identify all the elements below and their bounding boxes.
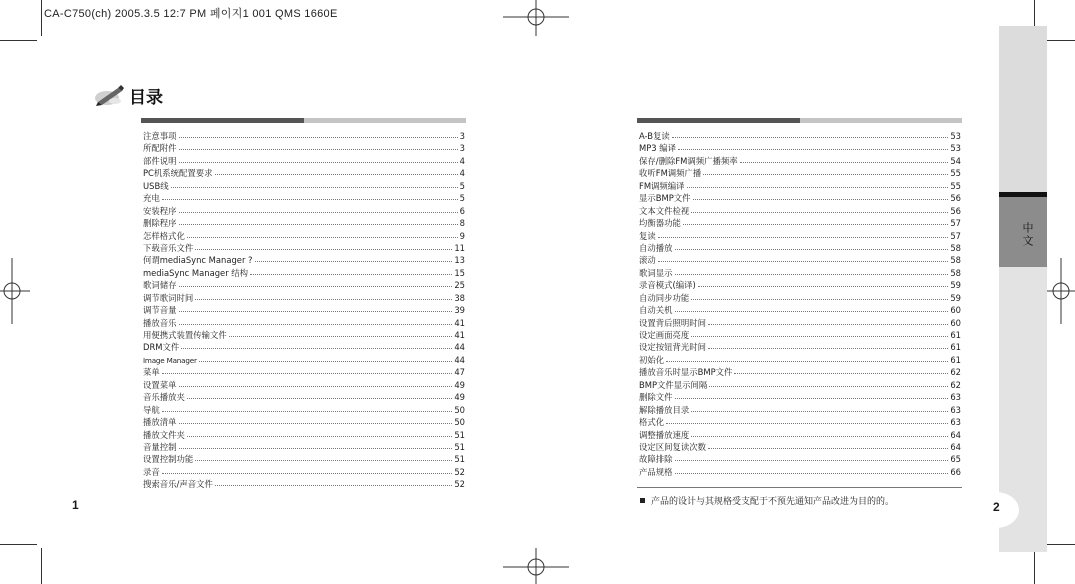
toc-entry[interactable] <box>639 317 961 329</box>
toc-entry[interactable] <box>639 267 961 279</box>
toc-entry-page: 54 <box>950 155 961 166</box>
toc-entry-page: 6 <box>459 205 465 216</box>
toc-leader-dots <box>687 180 949 188</box>
note-divider <box>637 487 962 488</box>
print-header: CA-C750(ch) 2005.3.5 12:7 PM 페이지1 001 QMS 1660E <box>44 8 338 20</box>
toc-entry[interactable] <box>143 404 465 416</box>
toc-leader-dots <box>179 441 453 449</box>
toc-entry-page: 44 <box>454 354 465 365</box>
toc-entry-label: 自动同步功能 <box>639 292 690 303</box>
toc-entry-page: 62 <box>950 379 961 390</box>
toc-entry[interactable] <box>639 242 961 254</box>
toc-leader-dots <box>195 242 452 250</box>
toc-leader-dots <box>658 230 949 238</box>
toc-entry-page: 65 <box>950 454 961 465</box>
toc-leader-dots <box>162 404 453 412</box>
toc-leader-dots <box>179 317 453 325</box>
toc-entry[interactable] <box>143 167 465 179</box>
toc-leader-dots <box>187 391 452 399</box>
toc-entry[interactable] <box>143 391 465 403</box>
toc-entry-label: 收听FM调频广播 <box>639 168 702 179</box>
toc-leader-dots <box>708 441 948 449</box>
toc-entry-label: 搜索音乐/声音文件 <box>143 479 213 490</box>
toc-entry[interactable] <box>143 354 465 366</box>
toc-leader-dots <box>734 366 948 374</box>
toc-leader-dots <box>666 416 948 424</box>
toc-entry[interactable] <box>143 242 465 254</box>
toc-leader-dots <box>179 155 458 163</box>
registration-mark-top <box>503 0 569 36</box>
toc-entry[interactable] <box>639 142 961 154</box>
toc-entry-page: 56 <box>950 193 961 204</box>
toc-entry[interactable] <box>143 142 465 154</box>
toc-entry-label: 调节歌词时间 <box>143 292 194 303</box>
toc-entry-label: 显示BMP文件 <box>639 193 691 204</box>
toc-entry-label: 安装程序 <box>143 205 177 216</box>
toc-entry-label: 设定画面亮度 <box>639 330 690 340</box>
toc-leader-dots <box>708 341 948 349</box>
toc-leader-dots <box>179 379 453 387</box>
toc-entry[interactable] <box>143 230 465 242</box>
toc-entry-page: 4 <box>459 155 465 166</box>
toc-entry-label: 设置菜单 <box>143 379 177 390</box>
toc-entry-page: 15 <box>454 267 465 278</box>
toc-leader-dots <box>678 142 948 150</box>
footnote <box>640 494 894 507</box>
toc-entry-page: 53 <box>950 131 961 141</box>
crop-mark <box>0 544 37 545</box>
toc-entry-page: 13 <box>454 255 465 266</box>
toc-entry-page: 51 <box>454 429 465 440</box>
toc-entry[interactable] <box>143 429 465 441</box>
toc-leader-dots <box>691 329 948 337</box>
toc-leader-dots <box>691 404 948 412</box>
toc-entry[interactable] <box>639 180 961 192</box>
toc-entry[interactable] <box>639 329 961 341</box>
page-number-left: 1 <box>72 498 79 512</box>
toc-entry-page: 25 <box>454 280 465 291</box>
toc-entry-label: 下载音乐文件 <box>143 242 194 253</box>
crop-mark <box>41 548 42 584</box>
toc-entry-label: 录音 <box>143 466 160 477</box>
toc-entry[interactable] <box>143 180 465 192</box>
toc-entry-label: 调节音量 <box>143 305 177 316</box>
toc-entry[interactable] <box>143 366 465 378</box>
toc-entry[interactable] <box>639 416 961 428</box>
toc-entry-label: 用便携式装置传输文件 <box>143 330 227 340</box>
toc-entry[interactable] <box>639 230 961 242</box>
toc-leader-dots <box>171 180 458 188</box>
toc-entry-label: 设置背后照明时间 <box>639 317 706 328</box>
toc-entry[interactable] <box>143 329 465 341</box>
toc-leader-dots <box>199 354 453 362</box>
toc-entry-page: 51 <box>454 454 465 465</box>
toc-leader-dots <box>179 205 458 213</box>
toc-entry-label: DRM文件 <box>143 342 180 353</box>
toc-entry-label: 音乐播放夹 <box>143 392 185 403</box>
toc-leader-dots <box>675 391 949 399</box>
toc-entry[interactable] <box>639 366 961 378</box>
toc-entry-page: 41 <box>454 317 465 328</box>
toc-leader-dots <box>215 167 458 175</box>
toc-entry[interactable] <box>143 441 465 453</box>
toc-leader-dots <box>229 329 453 337</box>
toc-entry-page: 3 <box>459 143 465 154</box>
toc-leader-dots <box>195 453 452 461</box>
toc-leader-dots <box>672 130 949 138</box>
toc-entry-label: 部件说明 <box>143 155 177 166</box>
toc-entry[interactable] <box>143 304 465 316</box>
toc-entry-label: FM调频编译 <box>639 180 685 191</box>
bullet-square-icon <box>640 498 645 503</box>
toc-entry-label: 保存/删除FM调频广播频率 <box>639 155 738 166</box>
toc-entry-page: 9 <box>459 230 465 241</box>
toc-entry-page: 38 <box>454 292 465 303</box>
toc-entry-label: 自动关机 <box>639 305 673 316</box>
toc-entry-label: 删除文件 <box>639 392 673 403</box>
toc-entry[interactable] <box>143 317 465 329</box>
toc-entry-page: 41 <box>454 330 465 340</box>
toc-entry[interactable] <box>143 379 465 391</box>
toc-entry[interactable] <box>143 466 465 478</box>
registration-mark-left <box>0 258 30 324</box>
toc-entry[interactable] <box>143 205 465 217</box>
toc-entry-label: 播放音乐时显示BMP文件 <box>639 367 733 378</box>
toc-entry[interactable] <box>143 453 465 465</box>
toc-leader-dots <box>195 292 452 300</box>
toc-entry-page: 56 <box>950 205 961 216</box>
toc-entry-page: 61 <box>950 330 961 340</box>
toc-entry-page: 62 <box>950 367 961 378</box>
toc-entry-label: 设定区间复读次数 <box>639 441 706 452</box>
toc-entry-label: 设定按钮背光时间 <box>639 342 706 353</box>
toc-entry-page: 39 <box>454 305 465 316</box>
toc-entry[interactable] <box>639 441 961 453</box>
toc-leader-dots <box>709 379 948 387</box>
toc-entry-label: A-B复读 <box>639 131 670 141</box>
toc-leader-dots <box>691 292 948 300</box>
language-tab-label: 中文 <box>1021 222 1034 248</box>
toc-entry[interactable] <box>639 341 961 353</box>
crop-mark <box>41 0 42 36</box>
toc-entry-label: 注意事项 <box>143 131 177 141</box>
toc-entry-page: 60 <box>950 317 961 328</box>
toc-entry-page: 57 <box>950 230 961 241</box>
registration-mark-bottom <box>503 548 569 584</box>
toc-entry-page: 64 <box>950 441 961 452</box>
toc-entry-page: 61 <box>950 342 961 353</box>
toc-entry[interactable] <box>143 155 465 167</box>
toc-entry-label: 歌词储存 <box>143 280 177 291</box>
toc-entry-page: 52 <box>454 466 465 477</box>
toc-entry-page: 47 <box>454 367 465 378</box>
toc-leader-dots <box>675 267 949 275</box>
toc-entry-page: 8 <box>459 218 465 229</box>
toc-entry[interactable] <box>639 217 961 229</box>
toc-leader-dots <box>703 167 948 175</box>
toc-entry[interactable] <box>639 391 961 403</box>
toc-entry-page: 52 <box>454 479 465 490</box>
toc-leader-dots <box>187 230 458 238</box>
toc-entry[interactable] <box>143 478 465 490</box>
toc-entry-page: 55 <box>950 168 961 179</box>
toc-leader-dots <box>255 254 453 262</box>
toc-leader-dots <box>179 416 453 424</box>
toc-entry-page: 58 <box>950 242 961 253</box>
toc-leader-dots <box>179 130 458 138</box>
toc-entry-label: 录音模式(编译) <box>639 280 696 291</box>
toc-entry-label: 故障排除 <box>639 454 673 465</box>
toc-entry-label: 所配附件 <box>143 143 177 154</box>
toc-entry[interactable] <box>639 453 961 465</box>
toc-entry-label: 导航 <box>143 404 160 415</box>
toc-entry-label: 调整播放速度 <box>639 429 690 440</box>
toc-leader-dots <box>250 267 452 275</box>
toc-entry[interactable] <box>143 279 465 291</box>
toc-leader-dots <box>162 192 458 200</box>
toc-entry-page: 51 <box>454 441 465 452</box>
toc-entry-label: MP3 编译 <box>639 143 677 154</box>
toc-entry-page: 66 <box>950 466 961 477</box>
toc-entry[interactable] <box>143 217 465 229</box>
toc-entry-page: 11 <box>454 242 465 253</box>
toc-entry[interactable] <box>639 192 961 204</box>
toc-entry[interactable] <box>639 205 961 217</box>
toc-entry-page: 63 <box>950 417 961 428</box>
toc-entry-label: 菜单 <box>143 367 160 378</box>
toc-entry[interactable] <box>639 304 961 316</box>
toc-leader-dots <box>675 453 949 461</box>
toc-entry-page: 44 <box>454 342 465 353</box>
toc-entry-page: 60 <box>950 305 961 316</box>
toc-entry-label: 产品规格 <box>639 466 673 477</box>
toc-leader-dots <box>693 192 949 200</box>
toc-entry[interactable] <box>639 279 961 291</box>
toc-entry-label: 解除播放目录 <box>639 404 690 415</box>
toc-entry-page: 63 <box>950 392 961 403</box>
toc-entry-label: USB线 <box>143 180 169 191</box>
toc-entry[interactable] <box>143 130 465 142</box>
toc-leader-dots <box>181 341 452 349</box>
toc-entry-page: 4 <box>459 168 465 179</box>
toc-entry-label: 设置控制功能 <box>143 454 194 465</box>
toc-entry[interactable] <box>143 341 465 353</box>
crop-mark <box>1034 548 1035 584</box>
pen-icon <box>93 82 127 108</box>
toc-entry[interactable] <box>639 130 961 142</box>
toc-leader-dots <box>179 304 453 312</box>
toc-entry-page: 59 <box>950 280 961 291</box>
toc-leader-dots <box>658 254 949 262</box>
registration-mark-right <box>1045 258 1075 324</box>
toc-entry-label: 删除程序 <box>143 218 177 229</box>
page-title: 目录 <box>129 87 163 108</box>
toc-entry-page: 3 <box>459 131 465 141</box>
toc-entry-page: 57 <box>950 218 961 229</box>
toc-leader-dots <box>215 478 453 486</box>
toc-entry[interactable] <box>639 429 961 441</box>
toc-leader-dots <box>691 429 948 437</box>
toc-entry-page: 55 <box>950 180 961 191</box>
toc-entry-label: 音量控制 <box>143 441 177 452</box>
toc-entry[interactable] <box>143 267 465 279</box>
toc-entry-label: 播放音乐 <box>143 317 177 328</box>
toc-entry-label: 滚动 <box>639 255 656 266</box>
toc-entry[interactable] <box>639 466 961 478</box>
toc-entry[interactable] <box>143 416 465 428</box>
toc-title-block <box>93 82 163 108</box>
toc-leader-dots <box>740 155 949 163</box>
toc-entry-page: 58 <box>950 255 961 266</box>
toc-entry-label: 复读 <box>639 230 656 241</box>
crop-mark <box>0 40 37 41</box>
toc-entry-label: 初始化 <box>639 354 665 365</box>
toc-right-column <box>639 130 961 478</box>
toc-entry-page: 5 <box>459 180 465 191</box>
toc-entry-label: 播放文件夹 <box>143 429 185 440</box>
page-number-right: 2 <box>993 500 1000 514</box>
toc-entry[interactable] <box>639 404 961 416</box>
toc-entry-page: 5 <box>459 193 465 204</box>
toc-entry-label: mediaSync Manager 结构 <box>143 267 249 278</box>
toc-entry-page: 50 <box>454 417 465 428</box>
toc-leader-dots <box>675 304 949 312</box>
toc-entry-label: 文本文件检视 <box>639 205 690 216</box>
toc-entry-label: 格式化 <box>639 417 665 428</box>
toc-entry[interactable] <box>143 292 465 304</box>
toc-leader-dots <box>708 317 948 325</box>
toc-entry-label: 歌词显示 <box>639 267 673 278</box>
toc-leader-dots <box>162 466 453 474</box>
toc-leader-dots <box>691 205 948 213</box>
toc-leader-dots <box>675 242 949 250</box>
toc-entry[interactable] <box>143 192 465 204</box>
toc-leader-dots <box>179 217 458 225</box>
toc-entry-page: 58 <box>950 267 961 278</box>
toc-entry-label: Image Manager <box>143 355 197 365</box>
toc-entry[interactable] <box>639 155 961 167</box>
toc-entry[interactable] <box>143 254 465 266</box>
toc-entry-page: 49 <box>454 392 465 403</box>
header-bar-right <box>637 118 962 123</box>
toc-entry-label: 自动播放 <box>639 242 673 253</box>
toc-entry[interactable] <box>639 254 961 266</box>
language-side-tab <box>999 26 1047 552</box>
toc-left-column <box>143 130 465 491</box>
toc-leader-dots <box>683 217 948 225</box>
toc-entry[interactable] <box>639 167 961 179</box>
toc-entry-label: 播放清单 <box>143 417 177 428</box>
toc-leader-dots <box>187 429 452 437</box>
header-bar-left <box>141 118 466 123</box>
toc-leader-dots <box>675 466 949 474</box>
toc-entry-label: 充电 <box>143 193 160 204</box>
toc-leader-dots <box>666 354 948 362</box>
toc-entry-label: PC机系统配置要求 <box>143 168 213 179</box>
toc-entry-label: BMP文件显示间隔 <box>639 379 708 390</box>
toc-entry[interactable] <box>639 292 961 304</box>
toc-leader-dots <box>179 279 453 287</box>
toc-entry-label: 均衡器功能 <box>639 218 681 229</box>
toc-entry-page: 49 <box>454 379 465 390</box>
toc-entry-page: 63 <box>950 404 961 415</box>
toc-leader-dots <box>162 366 453 374</box>
toc-leader-dots <box>698 279 949 287</box>
toc-entry[interactable] <box>639 354 961 366</box>
toc-entry-page: 61 <box>950 354 961 365</box>
toc-entry-label: 何谓mediaSync Manager ? <box>143 255 253 266</box>
toc-entry-page: 50 <box>454 404 465 415</box>
toc-leader-dots <box>179 142 458 150</box>
toc-entry-page: 64 <box>950 429 961 440</box>
toc-entry-page: 53 <box>950 143 961 154</box>
toc-entry-label: 怎样格式化 <box>143 230 185 241</box>
toc-entry[interactable] <box>639 379 961 391</box>
toc-entry-page: 59 <box>950 292 961 303</box>
footnote-text: 产品的设计与其规格受支配于不预先通知产品改进为目的的。 <box>651 497 895 507</box>
